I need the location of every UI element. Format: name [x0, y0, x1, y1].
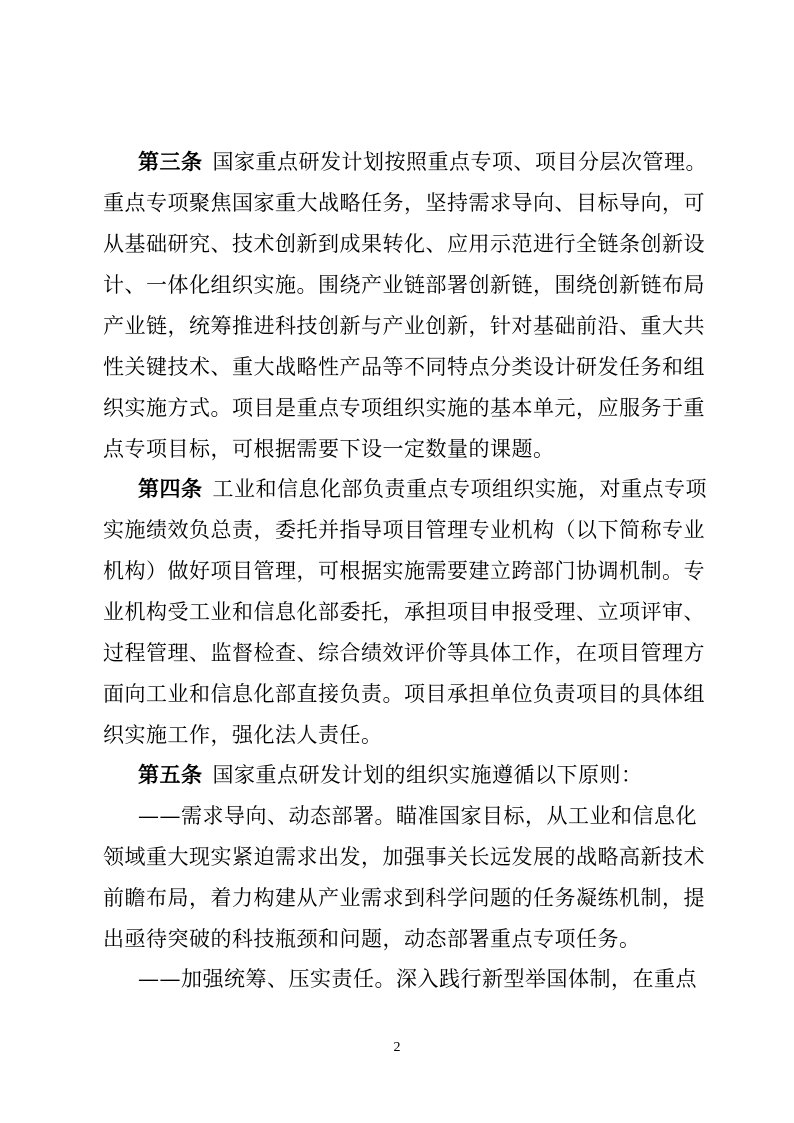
article-5-line-1 [138, 763, 693, 787]
paragraph-line: 性关键技术、重大战略性产品等不同特点分类设计研发任务和组 [103, 355, 705, 379]
paragraph-line: 重点专项聚焦国家重大战略任务，坚持需求导向、目标导向，可 [103, 191, 705, 215]
principle-1-line-1: ——需求导向、动态部署。瞄准国家目标，从工业和信息化 [138, 804, 697, 828]
page-number: 2 [393, 1040, 401, 1055]
article-4-line-1 [138, 476, 707, 501]
paragraph-line: 计、一体化组织实施。围绕产业链部署创新链，围绕创新链布局 [103, 273, 705, 297]
article-3-text: 国家重点研发计划按照重点专项、项目分层次管理。 [212, 150, 707, 174]
principle-2-line-1: ——加强统筹、压实责任。深入践行新型举国体制，在重点 [138, 967, 697, 991]
paragraph-line: 从基础研究、技术创新到成果转化、应用示范进行全链条创新设 [103, 232, 705, 256]
paragraph-line: 织实施工作，强化法人责任。 [103, 723, 383, 747]
article-3-line-1 [138, 149, 707, 174]
paragraph-line: 过程管理、监督检查、综合绩效评价等具体工作，在项目管理方 [103, 641, 705, 665]
paragraph-line: 出亟待突破的科技瓶颈和问题，动态部署重点专项任务。 [103, 927, 641, 951]
paragraph-line: 实施绩效负总责，委托并指导项目管理专业机构（以下简称专业 [103, 518, 705, 542]
paragraph-line: 产业链，统筹推进科技创新与产业创新，针对基础前沿、重大共 [103, 314, 705, 338]
paragraph-line: 点专项目标，可根据需要下设一定数量的课题。 [103, 437, 555, 461]
paragraph-line: 织实施方式。项目是重点专项组织实施的基本单元，应服务于重 [103, 396, 705, 420]
paragraph-line: 面向工业和信息化部直接负责。项目承担单位负责项目的具体组 [103, 682, 705, 706]
paragraph-line: 机构）做好项目管理，可根据实施需要建立跨部门协调机制。专 [103, 559, 705, 583]
article-3-label: 第三条 [138, 149, 203, 174]
article-5-label: 第五条 [138, 762, 203, 787]
article-4-text: 工业和信息化部负责重点专项组织实施，对重点专项 [212, 477, 707, 501]
article-4-label: 第四条 [138, 476, 203, 501]
paragraph-line: 领域重大现实紧迫需求出发，加强事关长远发展的战略高新技术 [103, 845, 705, 869]
article-5-text: 国家重点研发计划的组织实施遵循以下原则： [212, 763, 643, 787]
paragraph-line: 前瞻布局，着力构建从产业需求到科学问题的任务凝练机制，提 [103, 886, 705, 910]
paragraph-line: 业机构受工业和信息化部委托，承担项目申报受理、立项评审、 [103, 600, 705, 624]
